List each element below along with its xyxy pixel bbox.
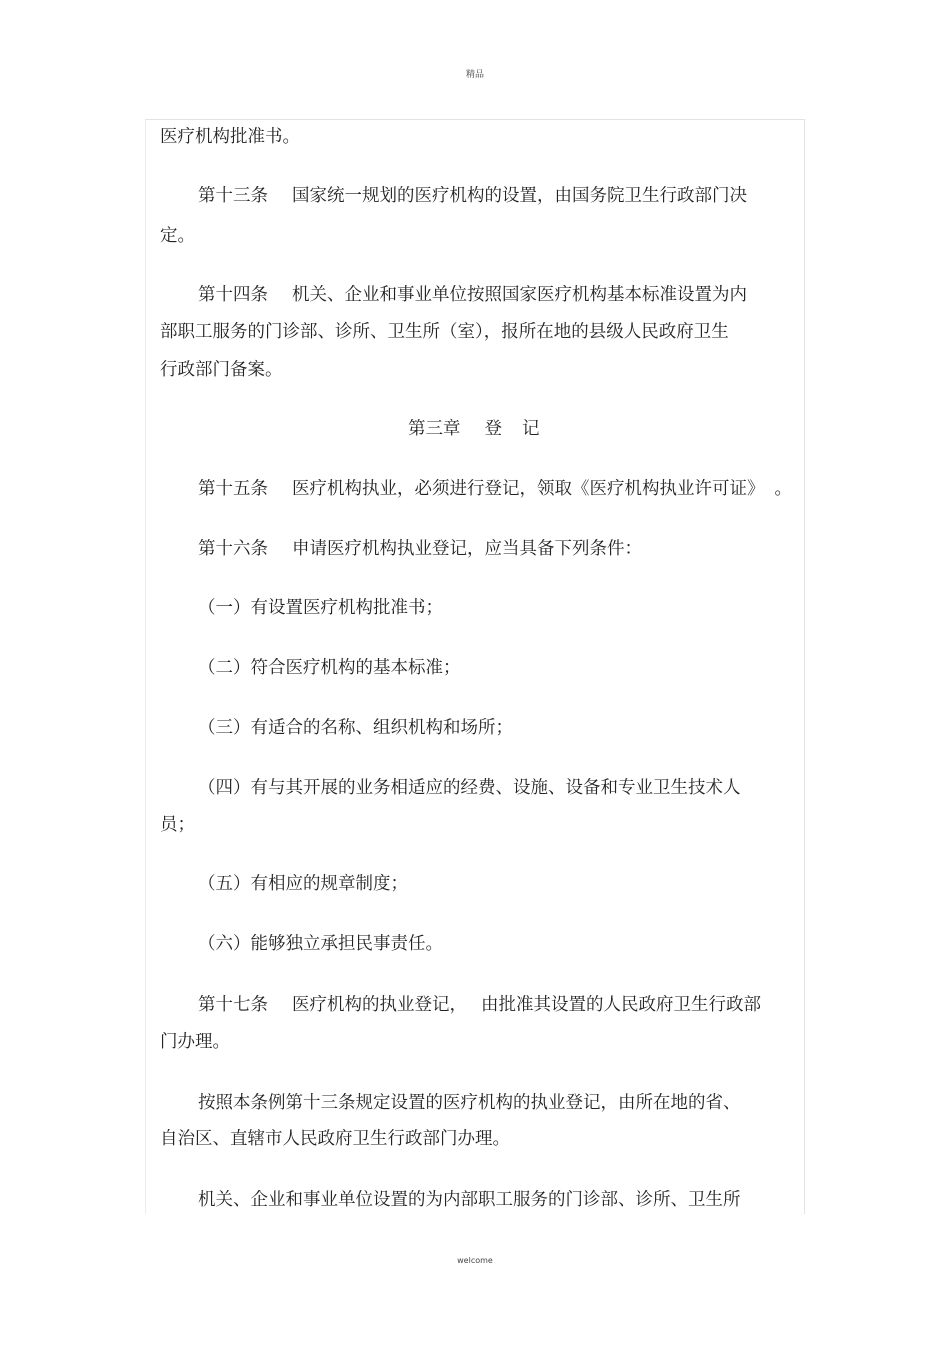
condition-4-line-1: （四）有与其开展的业务相适应的经费、设施、设备和专业卫生技术人: [198, 778, 741, 798]
article-number: 第十四条: [198, 285, 268, 305]
article-14-line-3: 行政部门备案。: [160, 360, 283, 380]
condition-6: （六）能够独立承担民事责任。: [198, 934, 443, 954]
article-text: 机关、企业和事业单位按照国家医疗机构基本标准设置为内: [292, 285, 747, 305]
article-text: 医疗机构的执业登记，: [292, 995, 467, 1015]
article-16-line-1: [198, 539, 642, 559]
condition-1: （一）有设置医疗机构批准书；: [198, 598, 443, 618]
article-text: 国家统一规划的医疗机构的设置，由国务院卫生行政部门决: [292, 186, 747, 206]
chapter-heading: [408, 419, 540, 439]
article-number: 第十三条: [198, 186, 268, 206]
paragraph-3-line-1: 机关、企业和事业单位设置的为内部职工服务的门诊部、诊所、卫生所: [198, 1190, 741, 1210]
article-13-line-1: [198, 186, 747, 206]
condition-5: （五）有相应的规章制度；: [198, 874, 408, 894]
paragraph-2-line-1: 按照本条例第十三条规定设置的医疗机构的执业登记，由所在地的省、: [198, 1093, 741, 1113]
chapter-title-char: 登: [484, 419, 502, 439]
chapter-title-char: 记: [522, 419, 540, 439]
chapter-number: 第三章: [408, 419, 461, 439]
article-end-mark: 。: [774, 479, 792, 499]
article-14-line-1: [198, 285, 747, 305]
paragraph-2-line-2: 自治区、直辖市人民政府卫生行政部门办理。: [160, 1129, 510, 1149]
article-text: 申请医疗机构执业登记，应当具备下列条件：: [292, 539, 642, 559]
text-line: 医疗机构批准书。: [160, 127, 300, 147]
article-text: 医疗机构执业，必须进行登记，领取《医疗机构执业许可证》: [292, 479, 765, 499]
article-number: 第十六条: [198, 539, 268, 559]
page-header: 精品: [465, 70, 484, 80]
condition-2: （二）符合医疗机构的基本标准；: [198, 658, 461, 678]
article-13-line-2: 定。: [160, 226, 195, 246]
article-text: 由批准其设置的人民政府卫生行政部: [481, 995, 761, 1015]
condition-4-line-2: 员；: [160, 815, 195, 835]
article-17-line-2: 门办理。: [160, 1032, 230, 1052]
article-17-line-1: [198, 995, 761, 1015]
article-14-line-2: 部职工服务的门诊部、诊所、卫生所（室），报所在地的县级人民政府卫生: [160, 322, 729, 342]
article-number: 第十五条: [198, 479, 268, 499]
article-15-line-1: [198, 479, 792, 499]
condition-3: （三）有适合的名称、组织机构和场所；: [198, 718, 513, 738]
page-footer: welcome: [457, 1256, 493, 1265]
article-number: 第十七条: [198, 995, 268, 1015]
